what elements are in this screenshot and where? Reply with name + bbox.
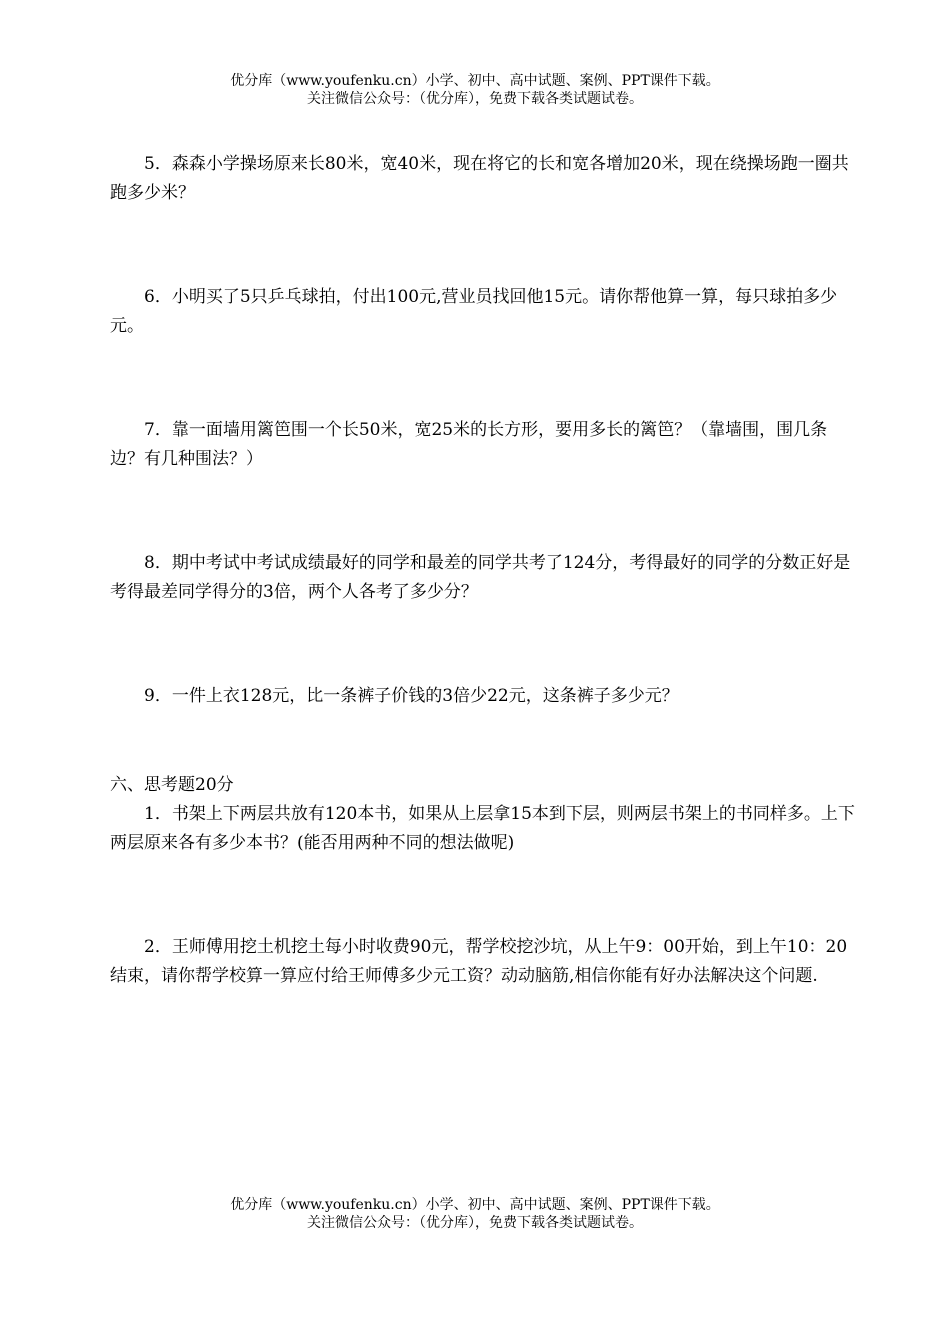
answer-space xyxy=(110,711,860,771)
section-6-problem-2: 2．王师傅用挖土机挖土每小时收费90元，帮学校挖沙坑，从上午9：00开始，到上午10：20结束，请你帮学校算一算应付给王师傅多少元工资？动动脑筋,相信你能有好办法解决这个问题. xyxy=(110,937,848,986)
footer-line-1: 优分库（www.youfenku.cn）小学、初中、高中试题、案例、PPT课件下载。 xyxy=(230,1197,720,1213)
problem-6: 6．小明买了5只乒乓球拍，付出100元,营业员找回他15元。请你帮他算一算，每只球拍多少元。 xyxy=(110,287,838,336)
section-6-title: 六、思考题20分 xyxy=(110,775,234,795)
answer-space xyxy=(110,607,860,682)
problem-9: 9．一件上衣128元，比一条裤子价钱的3倍少22元，这条裤子多少元？ xyxy=(144,686,679,706)
header-line-1: 优分库（www.youfenku.cn）小学、初中、高中试题、案例、PPT课件下载。 xyxy=(230,73,720,89)
problem-7: 7．靠一面墙用篱笆围一个长50米，宽25米的长方形，要用多长的篱笆？（靠墙围，围几条边？有几种围法？） xyxy=(110,420,828,469)
problem-8: 8．期中考试中考试成绩最好的同学和最差的同学共考了124分，考得最好的同学的分数正好是考得最差同学得分的3倍，两个人各考了多少分？ xyxy=(110,553,851,602)
header-line-2: 关注微信公众号：（优分库），免费下载各类试题试卷。 xyxy=(307,91,643,107)
answer-space xyxy=(110,208,860,283)
page-footer xyxy=(0,1196,950,1232)
section-6-problem-1: 1．书架上下两层共放有120本书，如果从上层拿15本到下层，则两层书架上的书同样多。上下两层原来各有多少本书？(能否用两种不同的想法做呢) xyxy=(110,804,855,853)
footer-line-2: 关注微信公众号：（优分库），免费下载各类试题试卷。 xyxy=(307,1215,643,1231)
answer-space xyxy=(110,474,860,549)
problem-5: 5．森森小学操场原来长80米，宽40米，现在将它的长和宽各增加20米，现在绕操场跑一圈共跑多少米？ xyxy=(110,154,849,203)
answer-space xyxy=(110,341,860,416)
page-header xyxy=(0,72,950,108)
worksheet-content xyxy=(110,150,860,991)
answer-space xyxy=(110,858,860,933)
